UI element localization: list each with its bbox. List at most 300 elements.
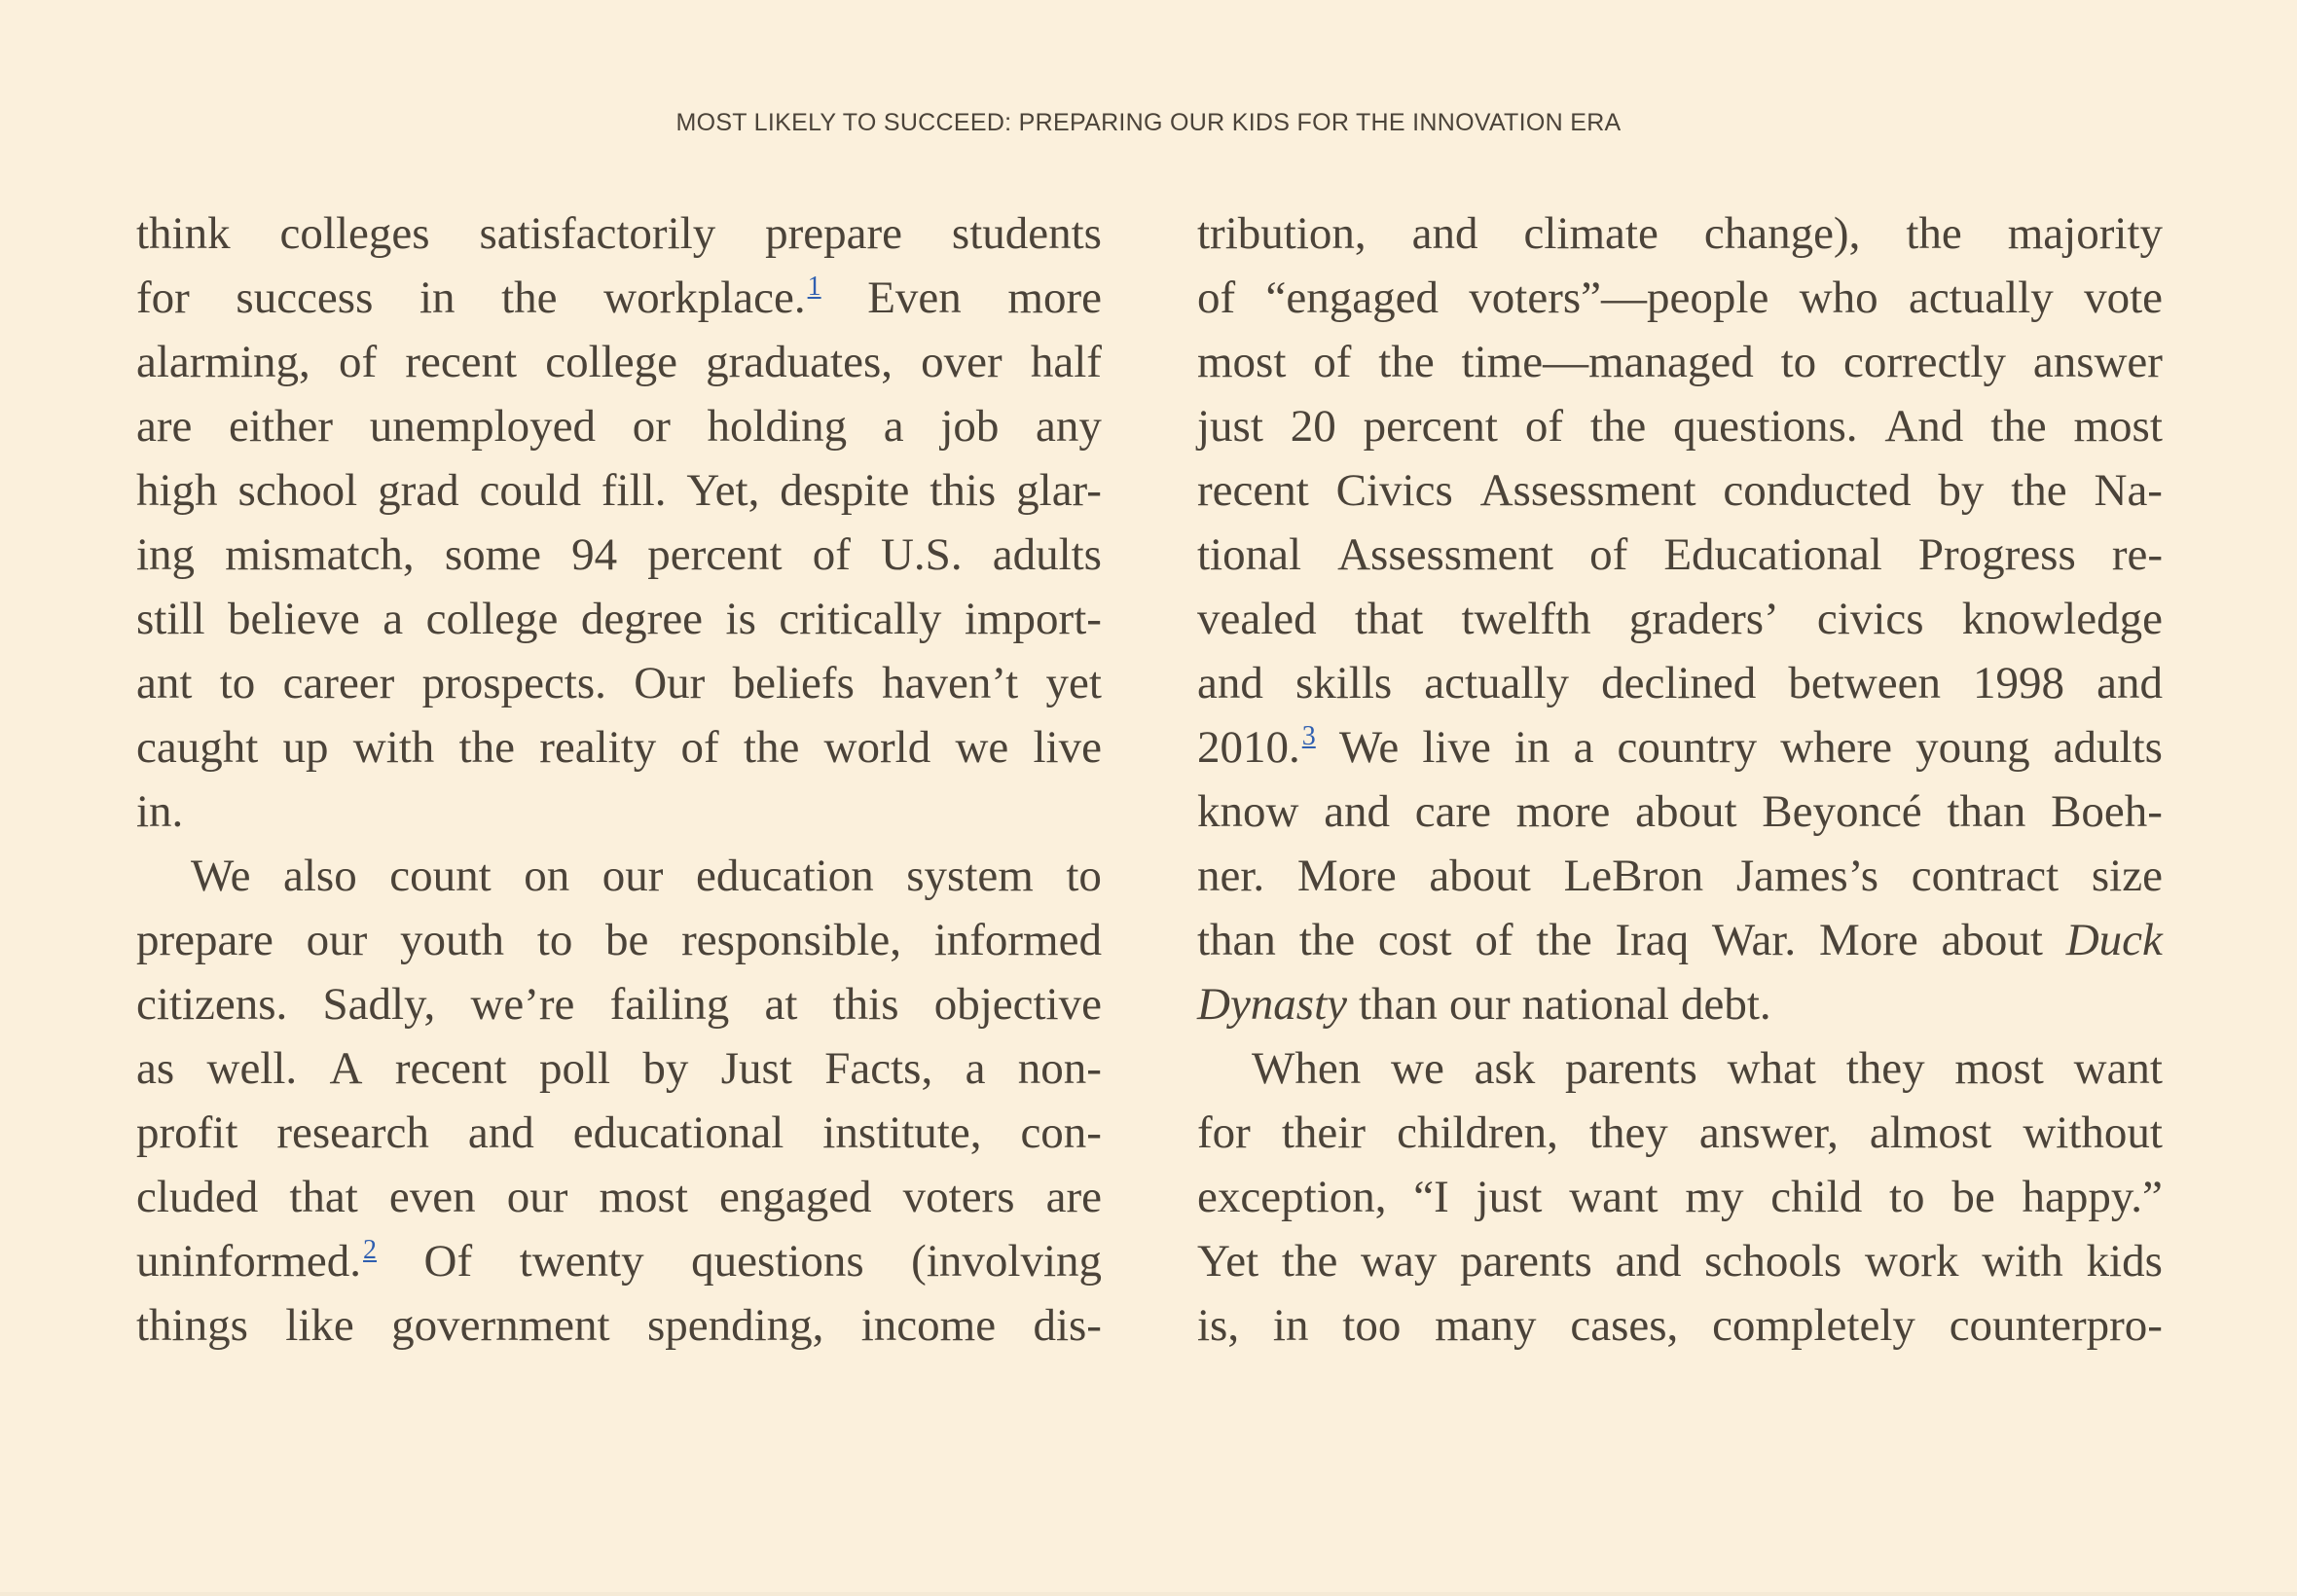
- word: of: [338, 337, 378, 387]
- text-line: [1197, 523, 2163, 587]
- word: the: [1536, 915, 1592, 965]
- word: most: [2073, 401, 2163, 452]
- word: be: [1951, 1172, 1995, 1222]
- word: recent: [405, 337, 518, 387]
- word: our: [602, 851, 664, 901]
- text-line: [136, 587, 1102, 651]
- word: responsible,: [681, 915, 901, 965]
- word: just: [1476, 1172, 1543, 1222]
- word: than: [1359, 979, 1438, 1030]
- word: of: [1197, 272, 1236, 323]
- word: by: [1938, 465, 1985, 516]
- word: we: [955, 722, 1009, 773]
- word: where: [1780, 722, 1893, 773]
- text-line: [136, 1101, 1102, 1165]
- word: of: [1475, 915, 1513, 965]
- text-line: [1197, 1229, 2163, 1293]
- word: failing: [609, 979, 730, 1030]
- word: school: [237, 465, 358, 516]
- word: college: [425, 594, 559, 644]
- word: James’s: [1735, 851, 1879, 901]
- word: about: [1941, 915, 2043, 965]
- word: on: [524, 851, 570, 901]
- word: to: [1780, 337, 1817, 387]
- word: education: [696, 851, 874, 901]
- word: for: [1197, 1107, 1251, 1158]
- word: some: [444, 529, 542, 580]
- word: debt.: [1681, 979, 1771, 1030]
- footnote-link-3[interactable]: 3: [1301, 721, 1316, 751]
- word: students: [951, 208, 1102, 259]
- text-line: [1197, 201, 2163, 266]
- text-line: [136, 651, 1102, 715]
- word: questions: [691, 1236, 864, 1287]
- word: parents: [1565, 1043, 1697, 1094]
- word: 1998: [1973, 658, 2065, 708]
- word: like: [285, 1300, 354, 1351]
- word: almost: [1869, 1107, 1992, 1158]
- word: children,: [1397, 1107, 1558, 1158]
- word: a: [383, 594, 404, 644]
- word: what: [1727, 1043, 1816, 1094]
- word: at: [764, 979, 798, 1030]
- text-line: [1197, 651, 2163, 715]
- word: declined: [1601, 658, 1757, 708]
- word: college: [545, 337, 677, 387]
- word: of: [1589, 529, 1628, 580]
- word: of: [812, 529, 851, 580]
- word: despite: [780, 465, 910, 516]
- word: think: [136, 208, 231, 259]
- word: questions.: [1673, 401, 1858, 452]
- word: is: [725, 594, 756, 644]
- word: Educational: [1663, 529, 1882, 580]
- word: vealed: [1197, 594, 1317, 644]
- word: more: [1007, 272, 1102, 323]
- word: percent: [647, 529, 783, 580]
- word: We: [191, 851, 251, 901]
- word: country: [1617, 722, 1758, 773]
- word: voters”—people: [1469, 272, 1769, 323]
- word: kids: [2086, 1236, 2163, 1287]
- word: correctly: [1842, 337, 2006, 387]
- word: to: [536, 915, 573, 965]
- word: way: [1361, 1236, 1438, 1287]
- word: majority: [2007, 208, 2163, 259]
- word: non-: [1017, 1043, 1102, 1094]
- word: live: [1422, 722, 1491, 773]
- text-line: [1197, 394, 2163, 458]
- word: adults: [992, 529, 1102, 580]
- word: want: [2073, 1043, 2163, 1094]
- word: most: [599, 1172, 688, 1222]
- word: of: [1524, 401, 1563, 452]
- word: re-: [2111, 529, 2163, 580]
- word: caught: [136, 722, 259, 773]
- text-column-left: [136, 201, 1102, 1358]
- word: could: [479, 465, 581, 516]
- word: degree: [580, 594, 704, 644]
- word: prepare: [136, 915, 273, 965]
- word: this: [930, 465, 997, 516]
- word: informed: [933, 915, 1102, 965]
- word: too: [1342, 1300, 1402, 1351]
- word: as: [136, 1043, 175, 1094]
- word: ask: [1474, 1043, 1536, 1094]
- text-line: [1197, 330, 2163, 394]
- text-line: [136, 1165, 1102, 1229]
- word: are: [136, 401, 193, 452]
- word: the: [458, 722, 515, 773]
- word: even: [388, 1172, 476, 1222]
- word: between: [1788, 658, 1941, 708]
- word: yet: [1045, 658, 1102, 708]
- word: contract: [1911, 851, 2060, 901]
- page-bottom-edge: [0, 1592, 2297, 1596]
- word: Dynasty: [1197, 979, 1348, 1030]
- word: is,: [1197, 1300, 1240, 1351]
- word: and: [2096, 658, 2163, 708]
- word: in: [419, 272, 456, 323]
- word: Assessment: [1337, 529, 1554, 580]
- word: success: [236, 272, 374, 323]
- word: cost: [1377, 915, 1452, 965]
- word: “I: [1413, 1172, 1449, 1222]
- word: percent: [1363, 401, 1498, 452]
- word: than: [1197, 915, 1276, 965]
- word: this: [832, 979, 899, 1030]
- word: holding: [707, 401, 848, 452]
- word: the: [1589, 401, 1647, 452]
- word: 2010.$^3$: [1197, 721, 1316, 773]
- word: their: [1281, 1107, 1367, 1158]
- text-line: [1197, 780, 2163, 844]
- word: count: [389, 851, 492, 901]
- text-column-right: [1197, 201, 2163, 1358]
- word: Iraq: [1615, 915, 1690, 965]
- word: a: [965, 1043, 986, 1094]
- word: my: [1685, 1172, 1744, 1222]
- word: happy.”: [2022, 1172, 2163, 1222]
- word: engaged: [718, 1172, 872, 1222]
- word: to: [219, 658, 256, 708]
- word: most: [1954, 1043, 2044, 1094]
- word: a: [1573, 722, 1594, 773]
- word: and: [1197, 658, 1263, 708]
- word: they: [1588, 1107, 1668, 1158]
- word: answer,: [1698, 1107, 1839, 1158]
- word: glar-: [1016, 465, 1102, 516]
- word: high: [136, 465, 218, 516]
- word: twenty: [519, 1236, 644, 1287]
- word: research: [276, 1107, 429, 1158]
- word: “engaged: [1265, 272, 1439, 323]
- word: up: [282, 722, 329, 773]
- word: just: [1197, 401, 1263, 452]
- word: who: [1799, 272, 1878, 323]
- word: and: [1324, 786, 1391, 837]
- word: War.: [1711, 915, 1797, 965]
- text-line: [136, 1036, 1102, 1101]
- word: and: [467, 1107, 534, 1158]
- word: Our: [634, 658, 706, 708]
- word: objective: [933, 979, 1102, 1030]
- text-line: [136, 458, 1102, 523]
- word: prepare: [765, 208, 902, 259]
- text-line: [1197, 972, 2163, 1036]
- word: Boeh-: [2051, 786, 2163, 837]
- word: tional: [1197, 529, 1302, 580]
- word: also: [283, 851, 357, 901]
- word: over: [921, 337, 1003, 387]
- word: youth: [399, 915, 505, 965]
- text-line: [1197, 1101, 2163, 1165]
- word: We: [1338, 722, 1400, 773]
- word: profit: [136, 1107, 238, 1158]
- word: cluded: [136, 1172, 259, 1222]
- word: the: [1298, 915, 1356, 965]
- word: climate: [1523, 208, 1659, 259]
- word: reality: [539, 722, 657, 773]
- word: U.S.: [880, 529, 963, 580]
- word: Assessment: [1479, 465, 1696, 516]
- word: are: [1045, 1172, 1102, 1222]
- word: prospects.: [421, 658, 606, 708]
- word: twelfth: [1461, 594, 1591, 644]
- word: alarming,: [136, 337, 310, 387]
- word: by: [642, 1043, 689, 1094]
- word: Duck: [2065, 915, 2163, 965]
- word: recent: [394, 1043, 507, 1094]
- word: national: [1521, 979, 1669, 1030]
- word: any: [1036, 401, 1102, 452]
- word: Yet,: [686, 465, 760, 516]
- word: Just: [720, 1043, 792, 1094]
- text-line: [1197, 844, 2163, 908]
- text-line: [136, 523, 1102, 587]
- text-line: [136, 266, 1102, 330]
- word: Progress: [1917, 529, 2076, 580]
- word: our: [1448, 979, 1511, 1030]
- text-line: [1197, 266, 2163, 330]
- word: young: [1915, 722, 2030, 773]
- word: still: [136, 594, 205, 644]
- text-line: [136, 1229, 1102, 1293]
- word: more: [1515, 786, 1611, 837]
- word: More: [1296, 851, 1397, 901]
- word: grad: [378, 465, 459, 516]
- word: ing: [136, 529, 196, 580]
- word: skills: [1294, 658, 1393, 708]
- word: Beyoncé: [1762, 786, 1922, 837]
- word: world: [823, 722, 931, 773]
- word: 94: [571, 529, 618, 580]
- word: Yet: [1197, 1236, 1259, 1287]
- word: haven’t: [882, 658, 1019, 708]
- word: the: [2011, 465, 2067, 516]
- word: many: [1435, 1300, 1537, 1351]
- word: care: [1414, 786, 1492, 837]
- word: they: [1845, 1043, 1925, 1094]
- word: schools: [1704, 1236, 1842, 1287]
- word: exception,: [1197, 1172, 1387, 1222]
- word: time—managed: [1461, 337, 1754, 387]
- word: vote: [2084, 272, 2163, 323]
- word: And: [1884, 401, 1964, 452]
- word: believe: [228, 594, 360, 644]
- word: actually: [1424, 658, 1570, 708]
- word: government: [391, 1300, 610, 1351]
- word: ant: [136, 658, 193, 708]
- word: to: [1066, 851, 1102, 901]
- word: than: [1947, 786, 2026, 837]
- text-line: [136, 1293, 1102, 1358]
- word: half: [1030, 337, 1102, 387]
- word: without: [2023, 1107, 2163, 1158]
- word: parents: [1460, 1236, 1592, 1287]
- footnote-link-2[interactable]: 2: [363, 1235, 378, 1265]
- word: educational: [572, 1107, 784, 1158]
- word: want: [1569, 1172, 1659, 1222]
- word: the: [1906, 208, 1962, 259]
- word: that: [1354, 594, 1424, 644]
- word: we: [1391, 1043, 1444, 1094]
- text-line: [1197, 1036, 2163, 1101]
- word: uninformed.$^2$: [136, 1235, 378, 1287]
- word: Of: [423, 1236, 473, 1287]
- running-header: MOST LIKELY TO SUCCEED: PREPARING OUR KIDS FOR THE INNOVATION ERA: [675, 109, 1622, 136]
- word: we’re: [470, 979, 575, 1030]
- word: the: [501, 272, 558, 323]
- word: in: [1513, 722, 1550, 773]
- word: knowledge: [1961, 594, 2163, 644]
- word: Civics: [1335, 465, 1453, 516]
- word: of: [680, 722, 719, 773]
- word: poll: [538, 1043, 611, 1094]
- word: graders’: [1628, 594, 1779, 644]
- text-line: [136, 908, 1102, 972]
- word: citizens.: [136, 979, 288, 1030]
- text-line: [1197, 587, 2163, 651]
- word: about: [1429, 851, 1531, 901]
- word: import-: [964, 594, 1102, 644]
- word: and: [1615, 1236, 1682, 1287]
- word: graduates,: [706, 337, 893, 387]
- word: most: [1197, 337, 1287, 387]
- word: completely: [1712, 1300, 1915, 1351]
- word: conducted: [1723, 465, 1912, 516]
- word: in.: [136, 786, 184, 837]
- word: well.: [206, 1043, 298, 1094]
- word: our: [506, 1172, 568, 1222]
- word: spending,: [646, 1300, 824, 1351]
- word: the: [743, 722, 800, 773]
- word: with: [352, 722, 435, 773]
- word: for: [136, 272, 190, 323]
- word: either: [229, 401, 334, 452]
- text-line: [1197, 1165, 2163, 1229]
- word: actually: [1908, 272, 2054, 323]
- footnote-link-1[interactable]: 1: [807, 272, 821, 302]
- text-line: [136, 394, 1102, 458]
- word: that: [289, 1172, 358, 1222]
- word: child: [1770, 1172, 1863, 1222]
- word: answer: [2032, 337, 2163, 387]
- word: 20: [1290, 401, 1336, 452]
- word: Na-: [2094, 465, 2163, 516]
- word: workplace.$^1$: [603, 272, 821, 323]
- word: voters: [902, 1172, 1015, 1222]
- word: LeBron: [1563, 851, 1704, 901]
- word: unemployed: [369, 401, 597, 452]
- text-line: [136, 330, 1102, 394]
- text-line: [136, 972, 1102, 1036]
- word: mismatch,: [225, 529, 415, 580]
- word: Sadly,: [322, 979, 436, 1030]
- word: with: [1982, 1236, 2063, 1287]
- word: or: [632, 401, 671, 452]
- word: A: [329, 1043, 363, 1094]
- word: the: [1378, 337, 1435, 387]
- word: When: [1252, 1043, 1362, 1094]
- word: More: [1818, 915, 1918, 965]
- word: career: [282, 658, 395, 708]
- word: job: [940, 401, 1000, 452]
- text-line: [1197, 458, 2163, 523]
- word: things: [136, 1300, 248, 1351]
- word: and: [1411, 208, 1478, 259]
- word: income: [860, 1300, 997, 1351]
- word: satisfactorily: [479, 208, 716, 259]
- text-line: [1197, 715, 2163, 780]
- word: dis-: [1033, 1300, 1102, 1351]
- word: in: [1272, 1300, 1309, 1351]
- word: the: [1990, 401, 2047, 452]
- word: con-: [1020, 1107, 1102, 1158]
- word: institute,: [822, 1107, 982, 1158]
- word: Even: [867, 272, 962, 323]
- word: adults: [2053, 722, 2163, 773]
- word: critically: [779, 594, 942, 644]
- word: recent: [1197, 465, 1309, 516]
- text-line: [136, 844, 1102, 908]
- word: to: [1889, 1172, 1925, 1222]
- word: the: [1281, 1236, 1338, 1287]
- text-line: [136, 201, 1102, 266]
- word: Facts,: [824, 1043, 933, 1094]
- word: of: [1313, 337, 1352, 387]
- word: ner.: [1197, 851, 1265, 901]
- word: change),: [1703, 208, 1861, 259]
- word: a: [883, 401, 904, 452]
- word: be: [605, 915, 649, 965]
- word: fill.: [601, 465, 667, 516]
- word: beliefs: [732, 658, 855, 708]
- word: live: [1033, 722, 1102, 773]
- word: cases,: [1570, 1300, 1679, 1351]
- word: (involving: [911, 1236, 1102, 1287]
- word: colleges: [279, 208, 430, 259]
- word: civics: [1816, 594, 1924, 644]
- text-line: [136, 715, 1102, 780]
- word: know: [1197, 786, 1299, 837]
- word: tribution,: [1197, 208, 1367, 259]
- text-line: [1197, 1293, 2163, 1358]
- word: counterpro-: [1949, 1300, 2163, 1351]
- text-line: [136, 780, 1102, 844]
- word: size: [2091, 851, 2163, 901]
- word: our: [306, 915, 368, 965]
